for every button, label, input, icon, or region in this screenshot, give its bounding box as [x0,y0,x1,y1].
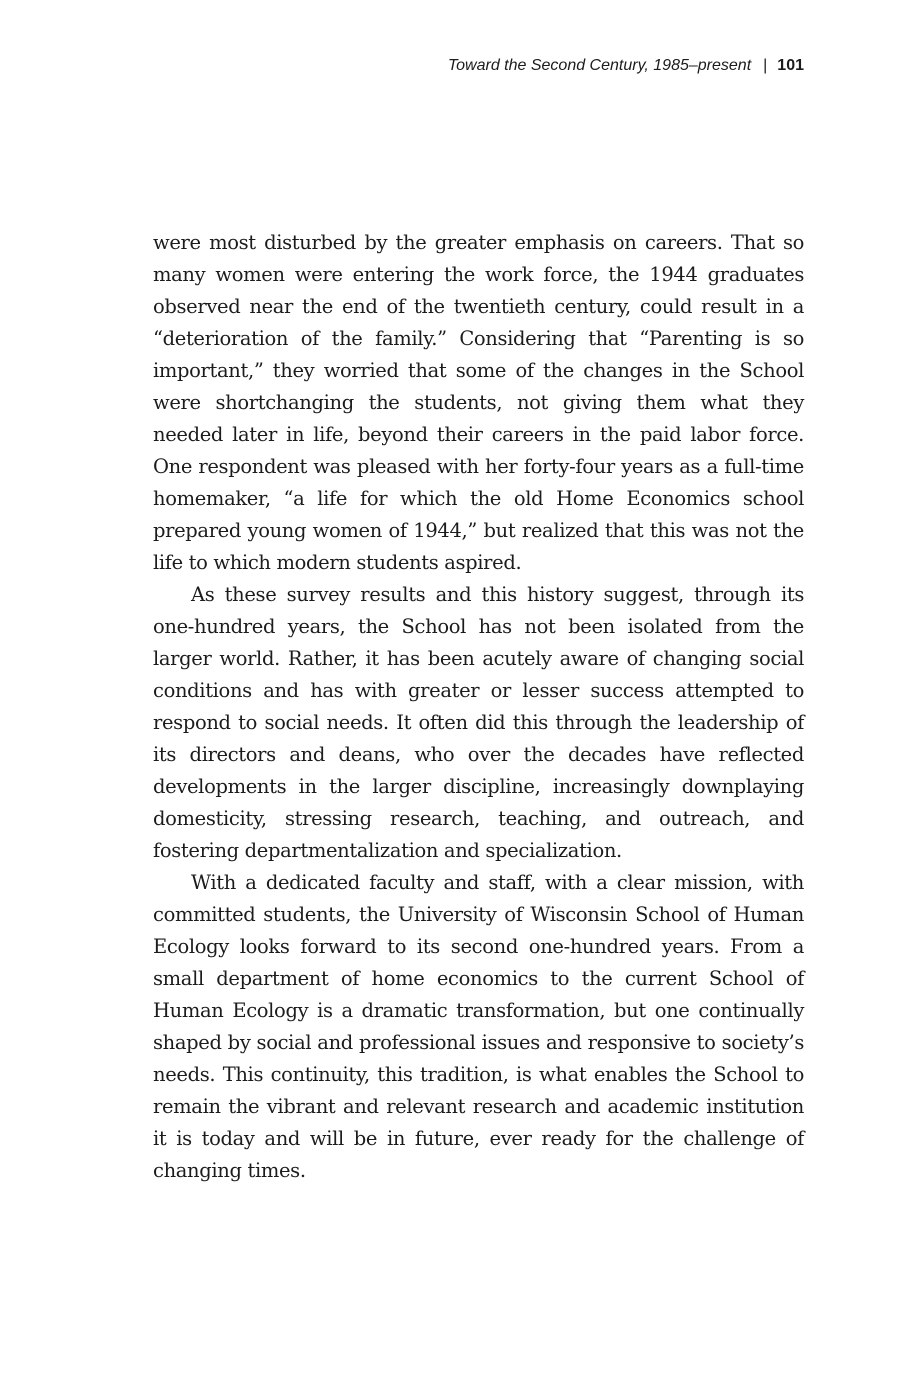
paragraph-second-century: With a dedicated faculty and staff, with a clear mission, with committed students, the University of Wisconsin School of Human Ecology looks forward to its second one-hundred years. From a small department of home economics to the current School of Human Ecology is a dramatic transformation, but one continually shaped by social and professional issues and responsive to society’s needs. This continuity, this tradition, is what enables the School to remain the vibrant and relevant research and academic institution it is today and will be in future, ever ready for the challenge of changing times. [153,871,804,1182]
running-head-separator: | [763,57,768,74]
paragraph-survey-history: As these survey results and this history suggest, through its one-hundred years, the School has not been isolated from the larger world. Rather, it has been acutely aware of changing social conditions and has with greater or lesser success attempted to respond to social needs. It often did this through the leadership of its directors and deans, who over the decades have reflected developments in the larger discipline, increasingly downplaying domesticity, stressing research, teaching, and outreach, and fostering departmentalization and specialization. [153,583,804,862]
body-text [153,227,804,1187]
running-head-title: Toward the Second Century, 1985–present [447,57,752,74]
page-number: 101 [777,57,804,74]
paragraph-continued: were most disturbed by the greater emphasis on careers. That so many women were entering the work force, the 1944 graduates observed near the end of the twentieth century, could result in a “deterioration of the family.” Considering that “Parenting is so important,” they worried that some of the changes in the School were shortchanging the students, not giving them what they needed later in life, beyond their careers in the paid labor force. One respondent was pleased with her forty-four years as a full-time homemaker, “a life for which the old Home Economics school prepared young women of 1944,” but realized that this was not the life to which modern students aspired. [153,231,804,574]
running-head [448,55,804,77]
